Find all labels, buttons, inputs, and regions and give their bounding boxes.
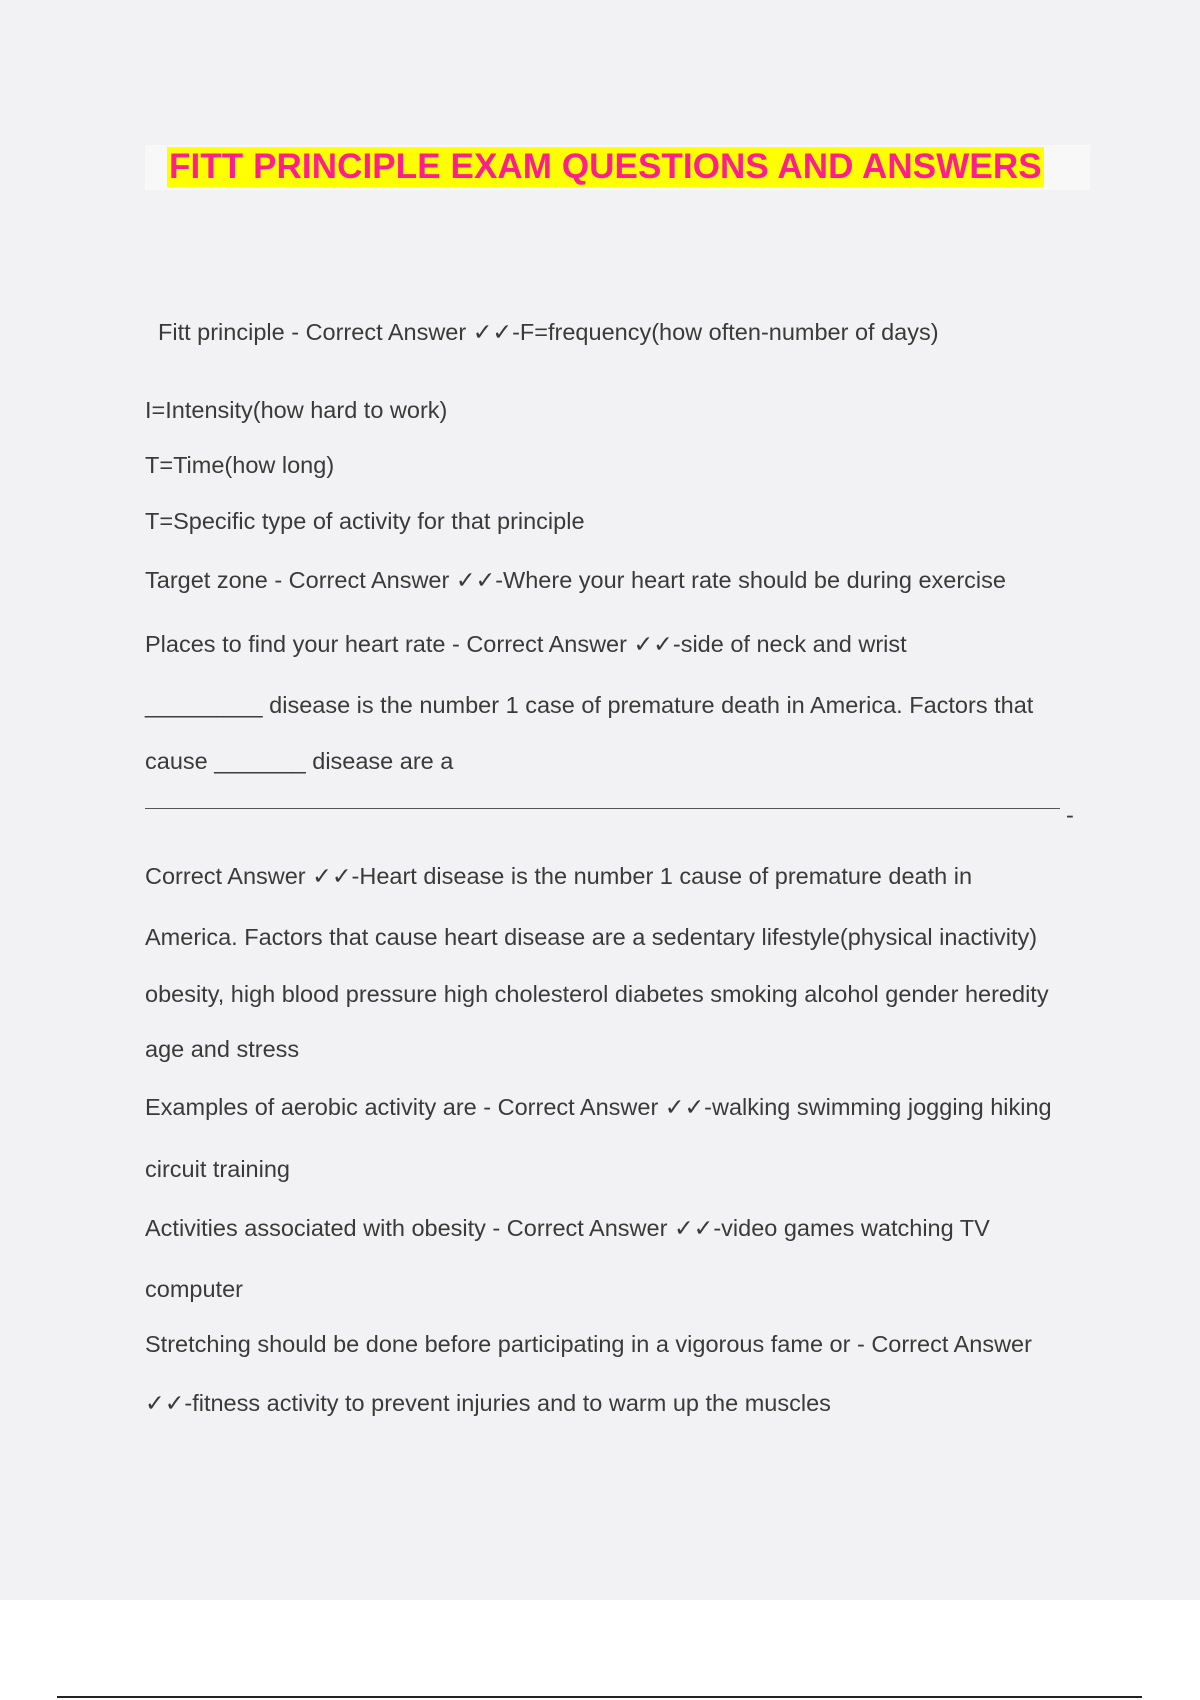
qa-line: Stretching should be done before participating in a vigorous fame or - Correct Answer [145, 1331, 1032, 1357]
qa-line: Target zone - Correct Answer ✓✓-Where your heart rate should be during exercise [145, 567, 1006, 593]
qa-line: Examples of aerobic activity are - Correct Answer ✓✓-walking swimming jogging hiking [145, 1094, 1052, 1120]
qa-line: ✓✓-fitness activity to prevent injuries and to warm up the muscles [145, 1390, 831, 1416]
answer-blank-line [145, 808, 1060, 809]
qa-line: obesity, high blood pressure high cholesterol diabetes smoking alcohol gender heredity [145, 981, 1049, 1007]
qa-line: T=Time(how long) [145, 452, 335, 478]
qa-line: Correct Answer ✓✓-Heart disease is the number 1 cause of premature death in [145, 863, 973, 889]
qa-line: _________ disease is the number 1 case of premature death in America. Factors that [145, 692, 1034, 718]
qa-line: Activities associated with obesity - Correct Answer ✓✓-video games watching TV [145, 1215, 990, 1241]
footer-divider [57, 1696, 1142, 1698]
qa-line: cause _______ disease are a [145, 748, 454, 774]
qa-line: computer [145, 1276, 243, 1302]
qa-line: Fitt principle - Correct Answer ✓✓-F=frequency(how often-number of days) [158, 319, 939, 345]
qa-line: T=Specific type of activity for that principle [145, 508, 585, 534]
qa-line: age and stress [145, 1036, 300, 1062]
qa-line: Places to find your heart rate - Correct Answer ✓✓-side of neck and wrist [145, 631, 907, 657]
document-title: FITT PRINCIPLE EXAM QUESTIONS AND ANSWERS [169, 147, 1042, 186]
blank-dash: - [1066, 802, 1074, 828]
qa-line: circuit training [145, 1156, 290, 1182]
qa-line: I=Intensity(how hard to work) [145, 397, 448, 423]
qa-line: America. Factors that cause heart disease are a sedentary lifestyle(physical inactivity) [145, 924, 1038, 950]
